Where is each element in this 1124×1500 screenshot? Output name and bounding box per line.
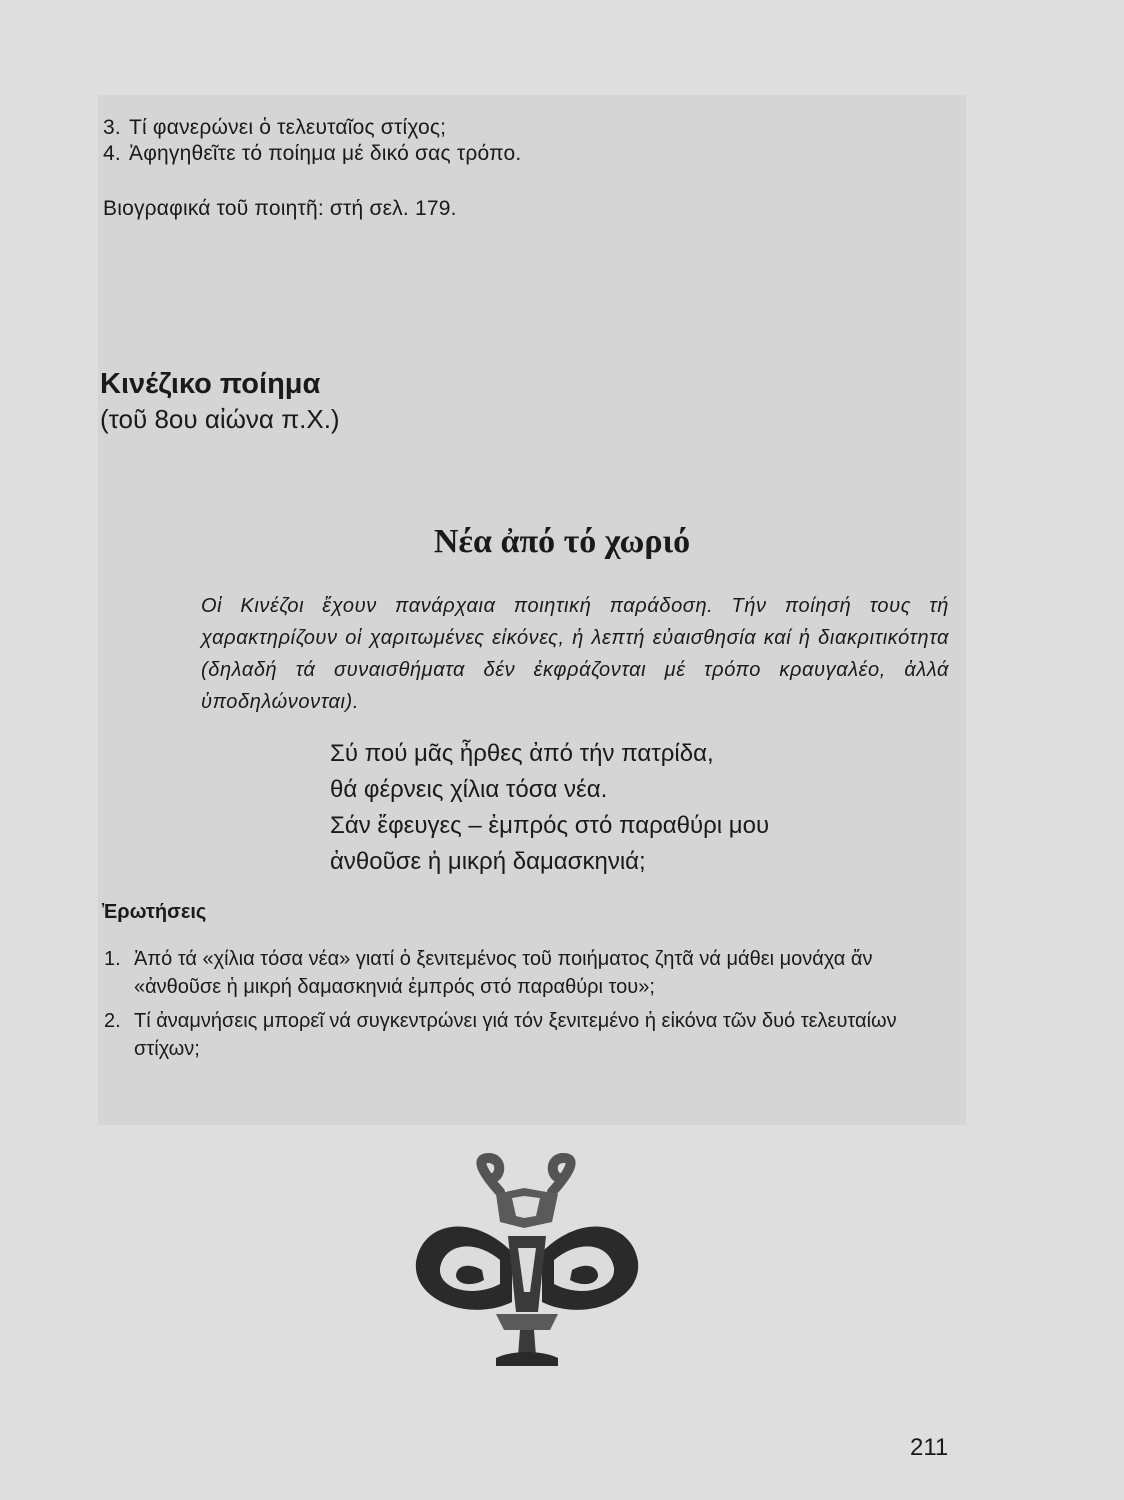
poem-intro: Οἱ Κινέζοι ἔχουν πανάρχαια ποιητική παράδοση. Τήν ποίησή τους τή χαρακτηρίζουν οἱ χαριτωμένες εἰκόνες, ἡ λεπτή εὐαισθησία καί ἡ διακριτικότητα (δηλαδή τά συναισθήματα δέν ἐκφράζονται μέ τρόπο κραυγαλέο, ἀλλά ὑποδηλώνονται). — [201, 595, 949, 713]
questions-heading: Ἐρωτήσεις — [102, 901, 207, 923]
verse-line: ἀνθοῦσε ἡ μικρή δαμασκηνιά; — [330, 848, 646, 875]
book-page: 3. Τί φανερώνει ὁ τελευταῖος στίχος; 4. Ἀφηγηθεῖτε τό ποίημα μέ δικό σας τρόπο. Βιογραφικά τοῦ ποιητῆ: στή σελ. 179. Κινέζικο ποίημα (τοῦ 8ου αἰώνα π.Χ.) Νέα ἀπό τό χωριό Οἱ Κινέζοι ἔχουν πανάρχαια ποιητική παράδοση. Τήν ποίησή τους τή χαρακτηρίζουν οἱ χαριτωμένες εἰκόνες, ἡ λεπτή εὐαισθησία καί ἡ διακριτικότητα (δηλαδή τά συναισθήματα δέν ἐκφράζονται μέ τρόπο κραυγαλέο, ἀλλά ὑποδηλώνονται). Σύ πού μᾶς ἦρθες ἀπό τήν πατρίδα, θά φέρνεις χίλια τόσα νέα. Σάν ἔφευγες – ἐμπρός στό παραθύρι μου ἀνθοῦσε ἡ μικρή δαμασκηνιά; Ἐρωτήσεις 1. Ἀπό τά «χίλια τόσα νέα» γιατί ὁ ξενιτεμένος τοῦ ποιήματος ζητᾶ νά μάθει μονάχα ἄν «ἀνθοῦσε ἡ μικρή δαμασκηνιά ἐμπρός στό παραθύρι του»; 2. Τί ἀναμνήσεις μπορεῖ νά συγκεντρώνει γιά τόν ξενιτεμένο ἡ εἰκόνα τῶν δυό τελευταίων στίχων; 211 — [0, 0, 1124, 1500]
verse-line: Σύ πού μᾶς ἦρθες ἀπό τήν πατρίδα, — [330, 740, 714, 767]
verse-line: θά φέρνεις χίλια τόσα νέα. — [330, 776, 608, 803]
bio-note: Βιογραφικά τοῦ ποιητῆ: στή σελ. 179. — [103, 197, 457, 220]
poem-title: Νέα ἀπό τό χωριό — [433, 523, 691, 560]
page-number: 211 — [910, 1434, 949, 1461]
section-subtitle: (τοῦ 8ου αἰώνα π.Χ.) — [100, 404, 340, 434]
poem-verse — [330, 736, 769, 880]
section-title: Κινέζικο ποίημα — [100, 368, 321, 400]
verse-line: Σάν ἔφευγες – ἐμπρός στό παραθύρι μου — [330, 812, 770, 839]
plant-ornament-icon — [412, 1152, 642, 1374]
top-question: 4. Ἀφηγηθεῖτε τό ποίημα μέ δικό σας τρόπο. — [103, 142, 522, 165]
top-question: 3. Τί φανερώνει ὁ τελευταῖος στίχος; — [103, 116, 447, 139]
